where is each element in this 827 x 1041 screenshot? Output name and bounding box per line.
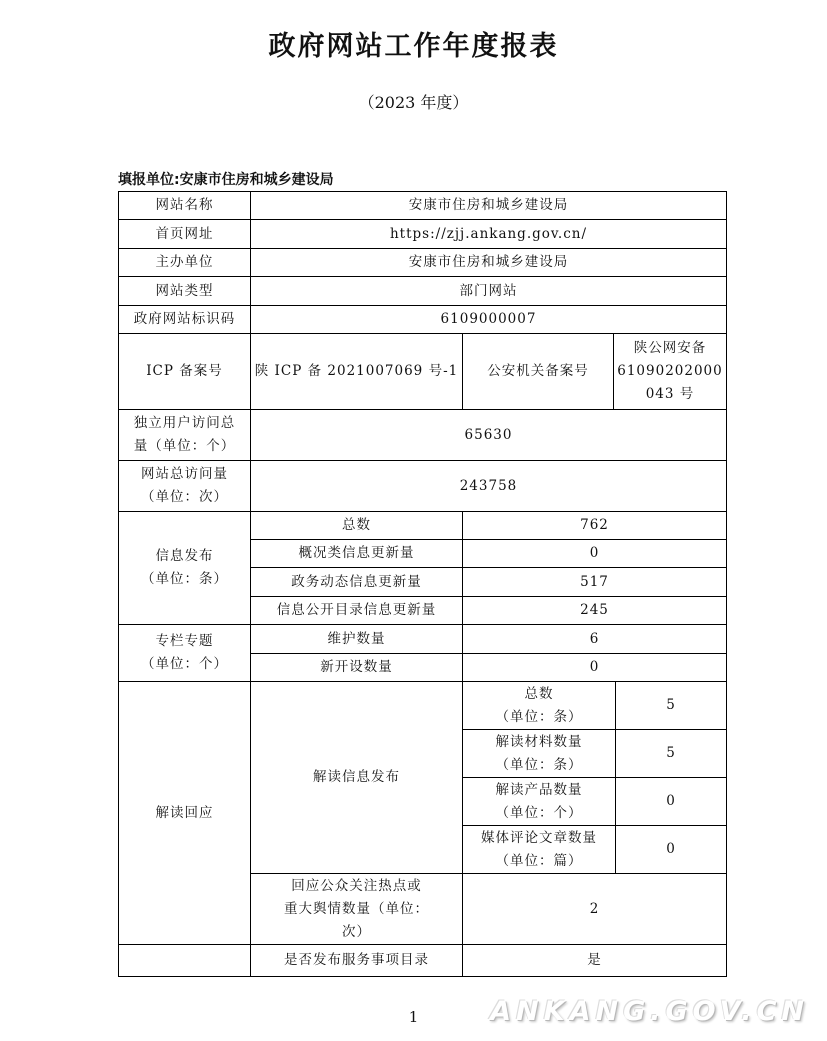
interpretation-item-label: 解读材料数量 （单位：条） [463, 730, 616, 778]
columns-item-label: 新开设数量 [251, 654, 463, 682]
site-name-value: 安康市住房和城乡建设局 [251, 192, 727, 220]
interpretation-sub-label: 解读信息发布 [251, 682, 463, 874]
info-publish-item-value: 0 [463, 540, 727, 568]
info-publish-label: 信息发布 （单位：条） [119, 512, 251, 625]
site-id-value: 6109000007 [251, 306, 727, 334]
report-table [118, 191, 727, 977]
site-type-value: 部门网站 [251, 277, 727, 306]
site-watermark: ANKANG.GOV.CN [490, 996, 809, 1027]
report-title: 政府网站工作年度报表 [268, 31, 559, 62]
page-number: 1 [408, 1008, 419, 1026]
info-publish-item-label: 总数 [251, 512, 463, 540]
info-publish-row [119, 512, 727, 540]
sponsor-label: 主办单位 [119, 249, 251, 277]
icp-label: ICP 备案号 [119, 334, 251, 410]
police-record-value: 陕公网安备 61090202000 043 号 [614, 334, 727, 410]
site-type-label: 网站类型 [119, 277, 251, 306]
info-publish-item-value: 517 [463, 568, 727, 597]
columns-item-value: 6 [463, 625, 727, 654]
row-homepage [119, 220, 727, 249]
icp-value: 陕 ICP 备 2021007069 号-1 [251, 334, 463, 410]
interpretation-item-value: 0 [616, 778, 727, 826]
unique-visitors-label: 独立用户访问总 量（单位：个） [119, 410, 251, 461]
row-site-name [119, 192, 727, 220]
columns-item-label: 维护数量 [251, 625, 463, 654]
service-catalog-blank [119, 945, 251, 977]
columns-item-value: 0 [463, 654, 727, 682]
interpretation-item-label: 总数 （单位：条） [463, 682, 616, 730]
info-publish-item-label: 政务动态信息更新量 [251, 568, 463, 597]
interpretation-item-value: 0 [616, 826, 727, 874]
info-publish-item-value: 762 [463, 512, 727, 540]
hotspot-label: 回应公众关注热点或 重大舆情数量（单位： 次） [251, 874, 463, 945]
row-site-id [119, 306, 727, 334]
row-total-visits [119, 461, 727, 512]
site-id-label: 政府网站标识码 [119, 306, 251, 334]
interpretation-row [119, 682, 727, 730]
total-visits-label: 网站总访问量 （单位：次） [119, 461, 251, 512]
hotspot-value: 2 [463, 874, 727, 945]
homepage-value: https://zjj.ankang.gov.cn/ [251, 220, 727, 249]
police-record-label: 公安机关备案号 [463, 334, 614, 410]
info-publish-item-value: 245 [463, 597, 727, 625]
row-unique-visitors [119, 410, 727, 461]
row-icp [119, 334, 727, 410]
interpretation-item-value: 5 [616, 682, 727, 730]
interpretation-item-label: 媒体评论文章数量 （单位：篇） [463, 826, 616, 874]
unique-visitors-value: 65630 [251, 410, 727, 461]
row-sponsor [119, 249, 727, 277]
sponsor-value: 安康市住房和城乡建设局 [251, 249, 727, 277]
service-catalog-value: 是 [463, 945, 727, 977]
interpretation-item-label: 解读产品数量 （单位：个） [463, 778, 616, 826]
columns-row [119, 625, 727, 654]
interpretation-label: 解读回应 [119, 682, 251, 945]
columns-label: 专栏专题 （单位：个） [119, 625, 251, 682]
homepage-label: 首页网址 [119, 220, 251, 249]
interpretation-item-value: 5 [616, 730, 727, 778]
filing-unit: 填报单位:安康市住房和城乡建设局 [118, 172, 334, 188]
row-site-type [119, 277, 727, 306]
site-name-label: 网站名称 [119, 192, 251, 220]
service-catalog-row [119, 945, 727, 977]
report-year: （2023 年度） [358, 93, 469, 112]
service-catalog-label: 是否发布服务事项目录 [251, 945, 463, 977]
total-visits-value: 243758 [251, 461, 727, 512]
info-publish-item-label: 概况类信息更新量 [251, 540, 463, 568]
info-publish-item-label: 信息公开目录信息更新量 [251, 597, 463, 625]
